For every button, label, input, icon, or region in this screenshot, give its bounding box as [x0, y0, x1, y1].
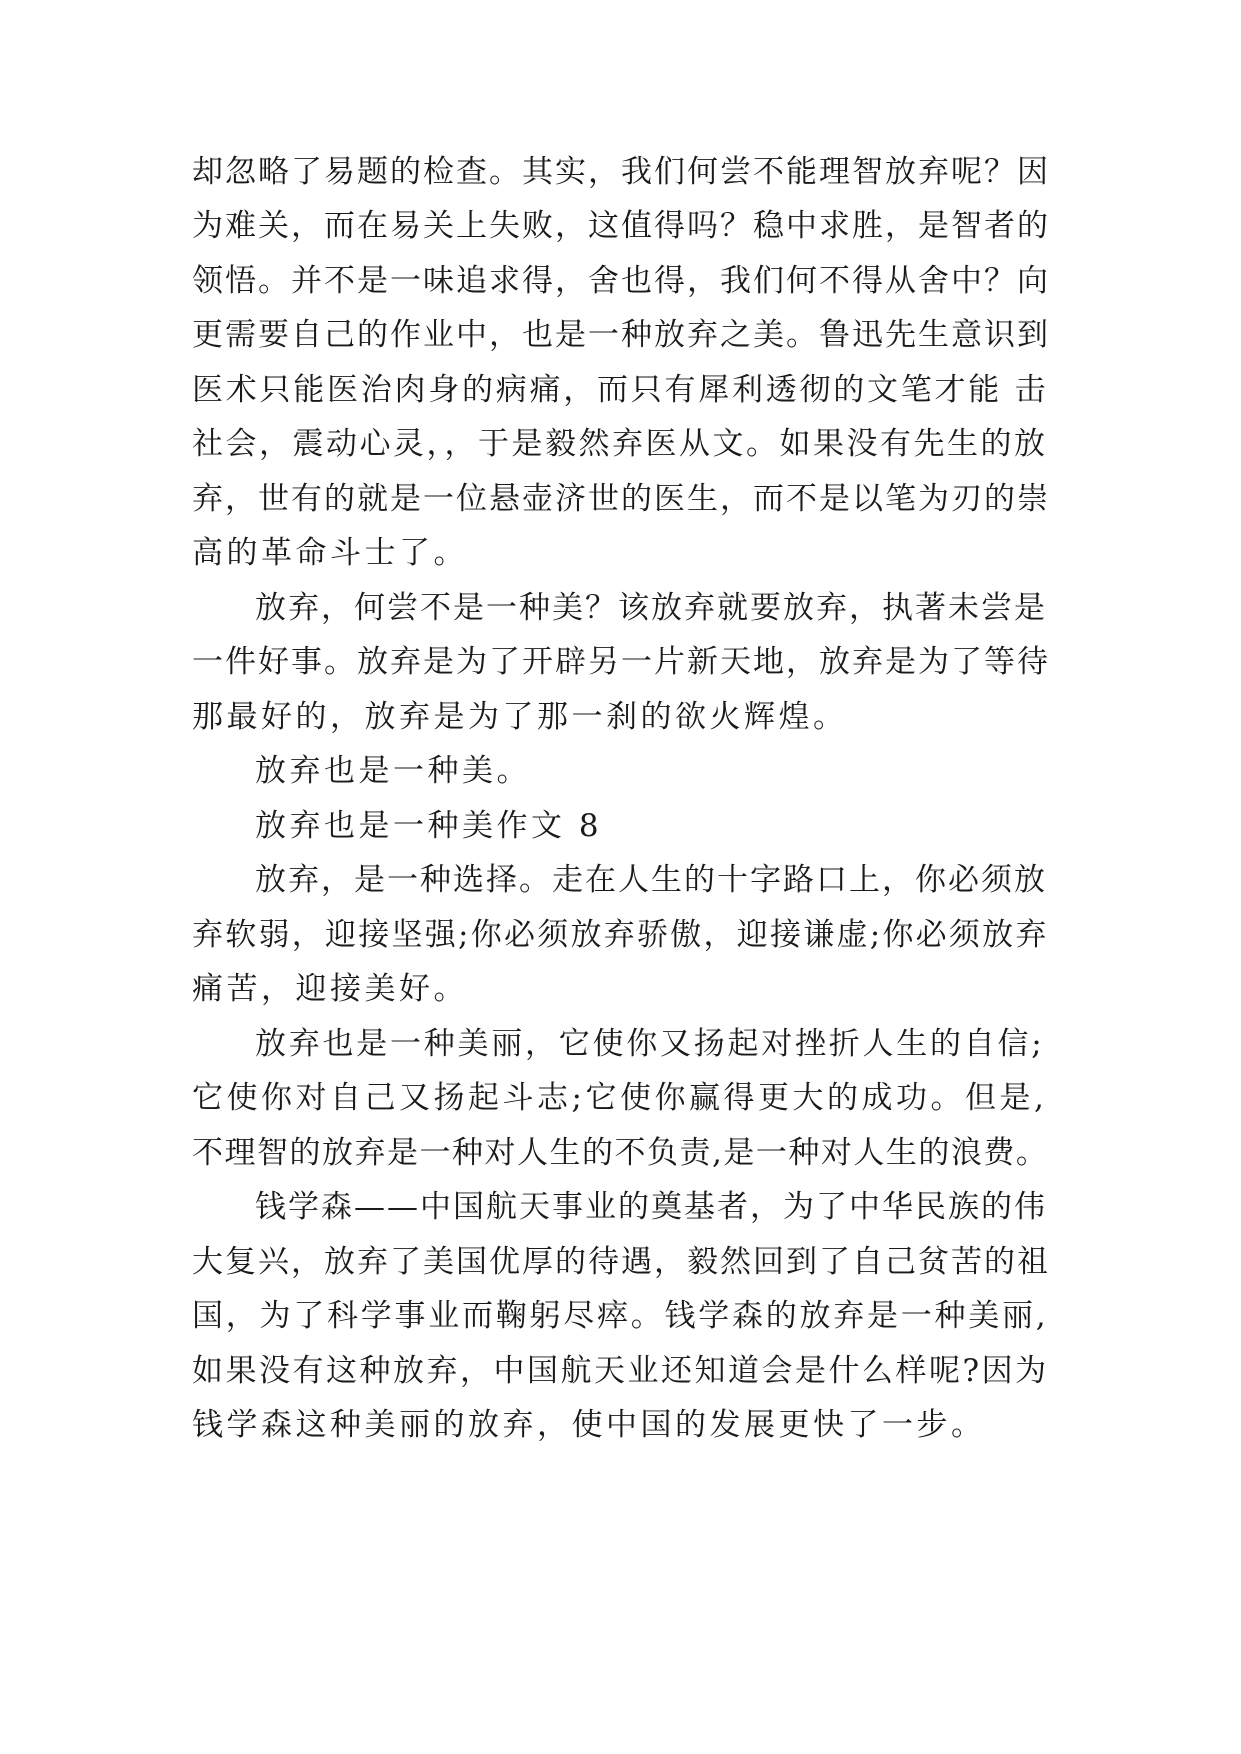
text-line: 一件好事。放弃是为了开辟另一片新天地，放弃是为了等待 [192, 644, 1050, 680]
text-line: 医术只能医治肉身的病痛，而只有犀利透彻的文笔才能 击 [192, 372, 1049, 408]
paragraph-start-line: 放弃，何尝不是一种美？该放弃就要放弃，执著未尝是 [255, 590, 1047, 626]
text-line: 痛苦，迎接美好。 [192, 971, 468, 1007]
text-line: 为难关，而在易关上失败，这值得吗？稳中求胜，是智者的 [192, 208, 1050, 244]
text-line: 不理智的放弃是一种对人生的不负责,是一种对人生的浪费。 [192, 1135, 1049, 1171]
text-line: 那最好的，放弃是为了那一刹的欲火辉煌。 [192, 699, 848, 735]
text-line: 如果没有这种放弃，中国航天业还知道会是什么样呢?因为 [192, 1353, 1049, 1389]
text-line: 它使你对自己又扬起斗志;它使你赢得更大的成功。但是, [192, 1080, 1048, 1116]
text-line: 领悟。并不是一味追求得，舍也得，我们何不得从舍中？向 [192, 263, 1050, 299]
section-heading: 放弃也是一种美作文 8 [255, 808, 603, 844]
text-line: 弃，世有的就是一位悬壶济世的医生，而不是以笔为刃的崇 [192, 481, 1050, 517]
paragraph-start-line: 放弃，是一种选择。走在人生的十字路口上，你必须放 [255, 862, 1047, 898]
paragraph-start-line: 放弃也是一种美。 [255, 753, 531, 789]
text-line: 社会，震动心灵，，于是毅然弃医从文。如果没有先生的放 [192, 426, 1048, 462]
text-line: 钱学森这种美丽的放弃，使中国的发展更快了一步。 [192, 1407, 986, 1443]
text-line: 国，为了科学事业而鞠躬尽瘁。钱学森的放弃是一种美丽, [192, 1298, 1049, 1334]
paragraph-start-line: 放弃也是一种美丽，它使你又扬起对挫折人生的自信; [255, 1026, 1045, 1062]
text-line: 大复兴，放弃了美国优厚的待遇，毅然回到了自己贫苦的祖 [192, 1244, 1050, 1280]
paragraph-start-line: 钱学森——中国航天事业的奠基者，为了中华民族的伟 [255, 1189, 1047, 1225]
text-line: 更需要自己的作业中，也是一种放弃之美。鲁迅先生意识到 [192, 317, 1050, 353]
text-line: 高的革命斗士了。 [192, 535, 468, 571]
text-line: 弃软弱，迎接坚强;你必须放弃骄傲，迎接谦虚;你必须放弃 [192, 917, 1049, 953]
text-line: 却忽略了易题的检查。其实，我们何尝不能理智放弃呢？因 [192, 154, 1050, 190]
